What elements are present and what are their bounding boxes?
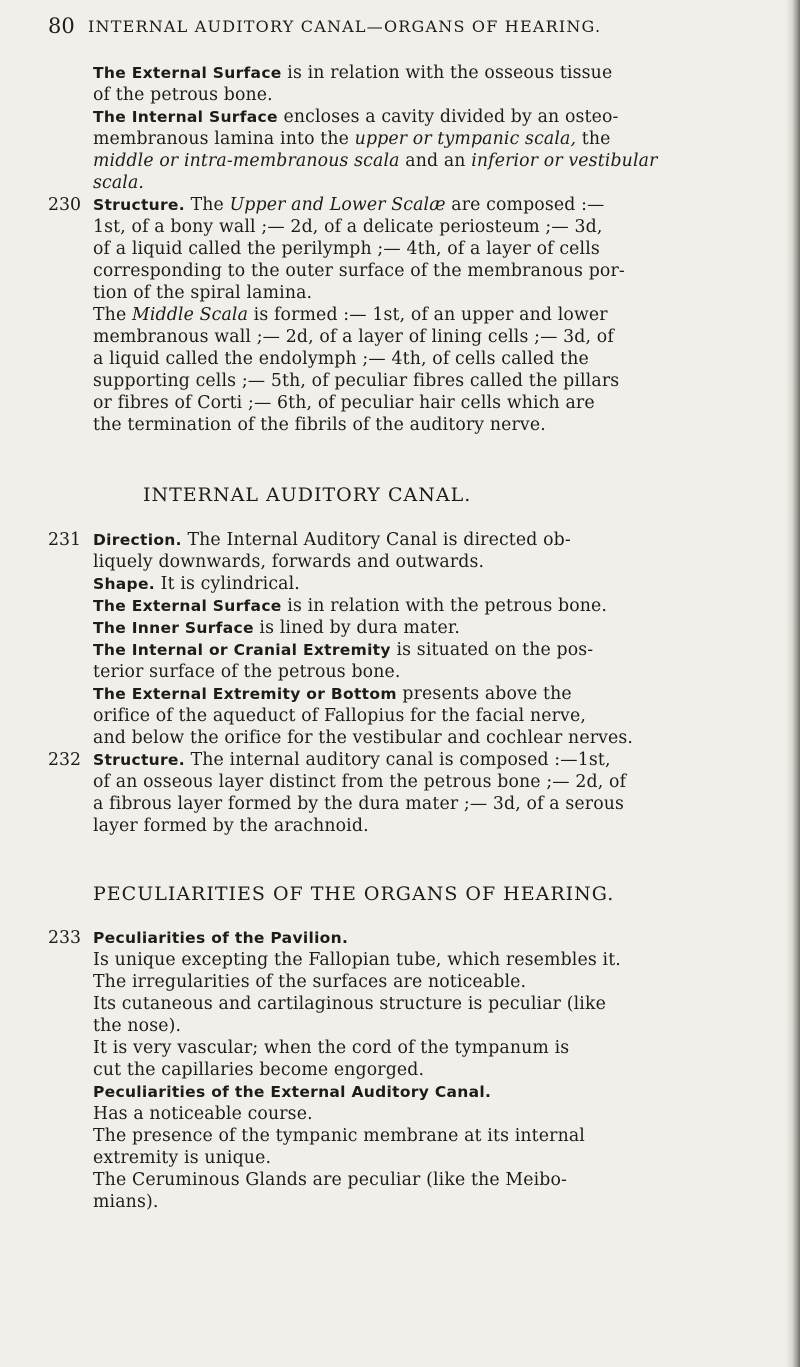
text-line: Is unique excepting the Fallopian tube, which resembles it. [93, 950, 621, 970]
text-line: mians). [93, 1192, 159, 1212]
section-number: 230 [48, 195, 81, 215]
text-run: is in relation with the petrous bone. [281, 596, 608, 616]
text-run: is situated on the pos- [390, 640, 594, 660]
running-header [48, 14, 748, 44]
text-line: 1st, of a bony wall ;— 2d, of a delicate periosteum ;— 3d, [93, 217, 603, 237]
text-line [93, 617, 460, 639]
section-number: 231 [48, 530, 81, 550]
text-run: is in relation with the osseous tissue [281, 63, 613, 83]
section-number: 233 [48, 928, 81, 948]
text-line [93, 150, 658, 172]
text-line [93, 639, 593, 661]
italic-run: scala. [93, 173, 145, 193]
text-run: is lined by dura mater. [253, 618, 460, 638]
section-label: Direction. [93, 531, 182, 549]
text-run: The [93, 305, 132, 325]
text-line [93, 595, 607, 617]
italic-run: middle or intra-membranous scala [93, 151, 400, 171]
text-line: corresponding to the outer surface of the membranous por- [93, 261, 625, 281]
text-run: It is cylindrical. [154, 574, 300, 594]
text-line: Its cutaneous and cartilaginous structure is peculiar (like [93, 994, 606, 1014]
section-label: Peculiarities of the Pavilion. [93, 929, 349, 947]
text-line: tion of the spiral lamina. [93, 283, 313, 303]
text-line [93, 128, 611, 150]
text-line [93, 106, 619, 128]
text-line: Has a noticeable course. [93, 1104, 313, 1124]
text-line: membranous wall ;— 2d, of a layer of lining cells ;— 3d, of [93, 327, 614, 347]
text-line: liquely downwards, forwards and outwards. [93, 552, 485, 572]
term-label: The External Surface [93, 64, 282, 82]
page-edge-shadow [786, 0, 800, 1367]
text-run: of the petrous bone. [93, 85, 273, 105]
text-run: membranous lamina into the [93, 129, 355, 149]
section-label: Peculiarities of the External Auditory Canal. [93, 1083, 492, 1101]
running-title: INTERNAL AUDITORY CANAL—ORGANS OF HEARING. [88, 17, 602, 36]
term-label: The External Surface [93, 597, 282, 615]
text-line [93, 927, 348, 949]
text-line [93, 62, 612, 84]
text-line [93, 194, 605, 216]
text-line: the termination of the fibrils of the auditory nerve. [93, 415, 546, 435]
text-run: is formed :— 1st, of an upper and lower [248, 305, 608, 325]
text-line: and below the orifice for the vestibular and cochlear nerves. [93, 728, 634, 748]
text-line: of an osseous layer distinct from the petrous bone ;— 2d, of [93, 772, 627, 792]
text-line: of a liquid called the perilymph ;— 4th, of a layer of cells [93, 239, 600, 259]
text-line: The Ceruminous Glands are peculiar (like the Meibo- [93, 1170, 568, 1190]
text-line: The presence of the tympanic membrane at its internal [93, 1126, 585, 1146]
text-line: The irregularities of the surfaces are noticeable. [93, 972, 527, 992]
section-heading: PECULIARITIES OF THE ORGANS OF HEARING. [93, 883, 615, 905]
text-line [93, 1081, 491, 1103]
text-line [93, 749, 611, 771]
section-label: Structure. [93, 196, 185, 214]
text-line [93, 304, 608, 326]
page-number: 80 [48, 14, 75, 38]
text-line [93, 529, 571, 551]
text-run: and an [399, 151, 472, 171]
text-line: the nose). [93, 1016, 182, 1036]
text-line: terior surface of the petrous bone. [93, 662, 401, 682]
section-label: Structure. [93, 751, 185, 769]
text-run: are composed :— [445, 195, 605, 215]
text-line [93, 573, 300, 595]
text-line: a fibrous layer formed by the dura mater ;— 3d, of a serous [93, 794, 625, 814]
term-label: The Internal or Cranial Extremity [93, 641, 391, 659]
text-line [93, 172, 144, 194]
term-label: The Internal Surface [93, 108, 278, 126]
text-line: a liquid called the endolymph ;— 4th, of cells called the [93, 349, 589, 369]
text-line: orifice of the aqueduct of Fallopius for the facial nerve, [93, 706, 586, 726]
text-run: The Internal Auditory Canal is directed ob- [181, 530, 571, 550]
italic-run: Upper and Lower Scalæ [229, 195, 446, 215]
italic-run: Middle Scala [131, 305, 249, 325]
italic-run: upper or tympanic scala, [354, 129, 577, 149]
text-line: layer formed by the arachnoid. [93, 816, 369, 836]
text-run: encloses a cavity divided by an osteo- [277, 107, 619, 127]
text-line: cut the capillaries become engorged. [93, 1060, 425, 1080]
section-heading: INTERNAL AUDITORY CANAL. [143, 484, 472, 506]
text-run: presents above the [396, 684, 572, 704]
text-line: It is very vascular; when the cord of the tympanum is [93, 1038, 570, 1058]
section-number: 232 [48, 750, 81, 770]
text-line: supporting cells ;— 5th, of peculiar fibres called the pillars [93, 371, 620, 391]
section-label: Shape. [93, 575, 155, 593]
text-line: or fibres of Corti ;— 6th, of peculiar hair cells which are [93, 393, 595, 413]
term-label: The External Extremity or Bottom [93, 685, 397, 703]
italic-run: inferior or vestibular [471, 151, 658, 171]
text-line: extremity is unique. [93, 1148, 272, 1168]
text-run: The [184, 195, 230, 215]
text-line [93, 683, 572, 705]
term-label: The Inner Surface [93, 619, 254, 637]
text-line [93, 84, 273, 106]
text-run: The internal auditory canal is composed :—1st, [184, 750, 611, 770]
text-run: the [576, 129, 611, 149]
